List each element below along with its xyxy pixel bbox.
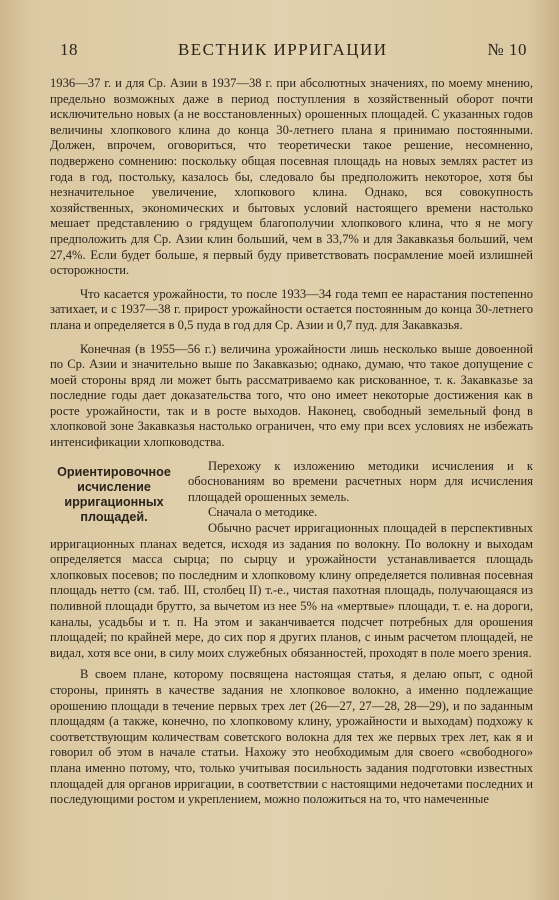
issue-number: № 10 (487, 40, 527, 59)
page-header (50, 40, 533, 60)
section-heading: Ориентировочное исчисление ирригационных площадей. (57, 464, 171, 524)
paragraph: В своем плане, которому посвящена настоящая статья, я делаю опыт, с одной стороны, принять в качестве задания не хлопковое волокно, а именно подлежащие орошению площади в течение первых трех лет (26—27, 27—28, 28—29), и по заданным площадям (а также, конечно, по хлопковому клину, урожайности и выходам) подхожу к соответствующим количествам советского волокна для тех же первых трех лет, как я и говорил об этом в начале статьи. Нахожу это необходимым для своего «свободного» плана именно потому, что, только учитывая посильность задания подготовки известных площадей для органов ирригации, в соответствии с настоящими недочетами последних и последующими ростом и укреплением, можно положиться на то, что намеченные (50, 667, 533, 807)
section-intro: Перехожу к изложению методики исчисления и к обоснованиям во времени расчетных норм для исчисления площадей орошенных земель. (188, 458, 533, 504)
page-number: 18 (60, 40, 78, 59)
paragraph: Конечная (в 1955—56 г.) величина урожайности лишь несколько выше довоенной по Ср. Азии и значительно выше по Закавказью; однако, думаю, что такое допущение с моей стороны вряд ли может быть рассматриваемо как рискованное, т. к. Закавказье за последние годы дает доказательства того, что оно имеет некоторые достижения как в росте урожайности, так и в росте выходов. Наконец, свободный земельный фонд в хлопковой зоне Закавказья настолько ограничен, что ему при всех условиях не избежать интенсификации хлопководства. (50, 341, 533, 450)
article-body (50, 76, 533, 808)
paragraph: 1936—37 г. и для Ср. Азии в 1937—38 г. при абсолютных значениях, по моему мнению, предельно возможных даже в период поступления в хозяйственный оборот почти исключительно новых (а не восстановленных) орошенных площадей. С указанных годов величины хлопкового клина до конца 30-летнего плана я принимаю постоянными. Должен, впрочем, оговориться, что теоретически такое решение, несомненно, подвержено сомнению: поскольку общая посевная площадь на новых землях растет из года в год, постольку, казалось бы, следовало бы предположить некоторое, хотя бы незначительное увеличение, хлопкового клина. Однако, вся совокупность хозяйственных, экономических и бытовых условий настоящего времени настолько мешает представлению о грядущем благополучии хлопкового клина, что я не могу предположить для Ср. Азии клин больший, чем в 33,7% и для Закавказья больший, чем 27,4%. Если будет больше, я первый буду приветствовать посрамление моей излишней осторожности. (50, 76, 533, 278)
paragraph: Что касается урожайности, то после 1933—34 года темп ее нарастания постепенно затихает, и с 1937—38 г. прирост урожайности остается постоянным до конца 30-летнего плана и определяется в 0,5 пуда в год для Ср. Азии и 0,7 пуд. для Закавказья. (50, 286, 533, 332)
section-start (50, 459, 533, 662)
method-line: Сначала о методике. (208, 505, 318, 520)
paragraph: Обычно расчет ирригационных площадей в перспективных ирригационных планах ведется, исходя из задания по волокну. По волокну и выходам определяется масса сырца; по сырцу и урожайности устанавливается площадь хлопковых посевов; по последним и хлопковому клину определяется поливная посевная площадь нетто (см. таб. III, столбец II) т.-е., чистая пахотная площадь, получающаяся из поливной площади брутто, за вычетом из нее 5% на «мертвые» площади, т. е. на дороги, каналы, усадьбы и т. п. На этом и заканчивается подсчет потребных для орошения площадей; по крайней мере, до сих пор я других планов, с иным расчетом площадей, не видал, хотя все они, в силу моих служебных обязанностей, проходят в поле моего зрения. (50, 521, 533, 660)
journal-title: ВЕСТНИК ИРРИГАЦИИ (177, 40, 388, 59)
